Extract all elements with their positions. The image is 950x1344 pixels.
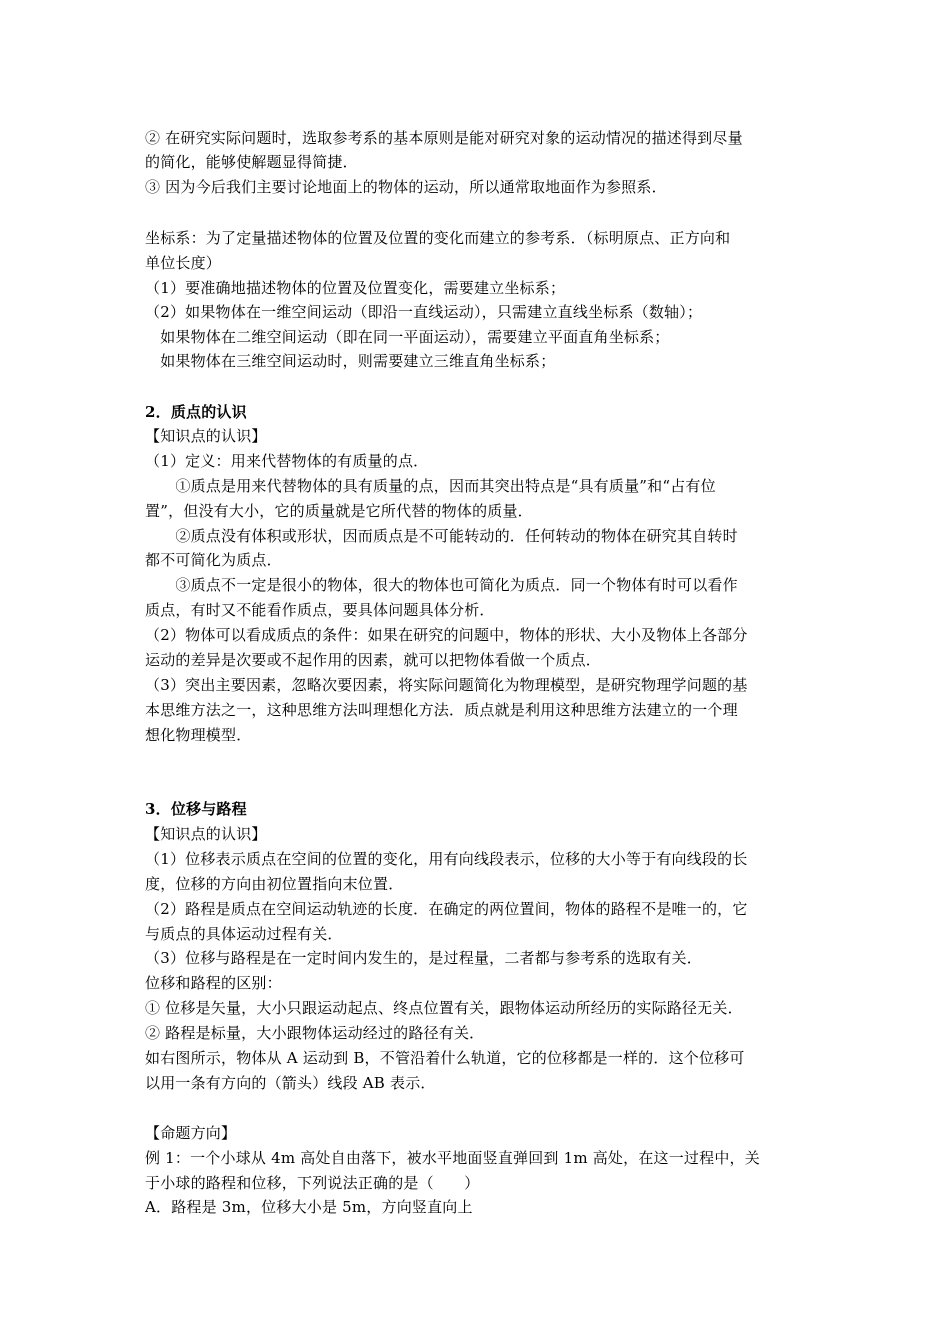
- text-line: 置”，但没有大小，它的质量就是它所代替的物体的质量．: [145, 502, 533, 520]
- text-line: ① 位移是矢量，大小只跟运动起点、终点位置有关，跟物体运动所经历的实际路径无关．: [145, 999, 743, 1017]
- text-line: ② 在研究实际问题时，选取参考系的基本原则是能对研究对象的运动情况的描述得到尽量: [145, 129, 743, 147]
- text-line: 如右图所示，物体从 A 运动到 B，不管沿着什么轨道，它的位移都是一样的．这个位移可: [145, 1049, 745, 1067]
- text-line: 都不可简化为质点．: [145, 551, 282, 569]
- section-heading: 2．质点的认识: [145, 403, 247, 421]
- text-line: 想化物理模型．: [145, 726, 252, 744]
- text-line: 与质点的具体运动过程有关．: [145, 925, 343, 943]
- text-line: 度，位移的方向由初位置指向末位置．: [145, 875, 404, 893]
- text-line: A．路程是 3m，位移大小是 5m，方向竖直向上: [145, 1198, 473, 1216]
- text-line: （1）定义：用来代替物体的有质量的点．: [145, 452, 429, 470]
- text-line: ②质点没有体积或形状，因而质点是不可能转动的．任何转动的物体在研究其自转时: [145, 527, 738, 545]
- text-line: 本思维方法之一，这种思维方法叫理想化方法．质点就是利用这种思维方法建立的一个理: [145, 701, 738, 719]
- text-line: 以用一条有方向的（箭头）线段 AB 表示．: [145, 1074, 436, 1092]
- text-line: 运动的差异是次要或不起作用的因素，就可以把物体看做一个质点．: [145, 651, 602, 669]
- text-line: ③ 因为今后我们主要讨论地面上的物体的运动，所以通常取地面作为参照系．: [145, 178, 667, 196]
- text-line: 例 1：一个小球从 4m 高处自由落下，被水平地面竖直弹回到 1m 高处，在这一过程中，关: [145, 1149, 760, 1167]
- text-line: 【知识点的认识】: [145, 825, 267, 843]
- text-line: （2）物体可以看成质点的条件：如果在研究的问题中，物体的形状、大小及物体上各部分: [145, 626, 748, 644]
- text-line: （1）要准确地描述物体的位置及位置变化，需要建立坐标系；: [145, 279, 566, 297]
- text-line: 的简化，能够使解题显得简捷．: [145, 153, 358, 171]
- text-line: 如果物体在三维空间运动时，则需要建立三维直角坐标系；: [145, 352, 556, 370]
- text-line: 于小球的路程和位移，下列说法正确的是（ ）: [145, 1174, 480, 1192]
- text-line: ①质点是用来代替物体的具有质量的点，因而其突出特点是“具有质量”和“占有位: [145, 477, 716, 495]
- text-line: ② 路程是标量，大小跟物体运动经过的路径有关．: [145, 1024, 485, 1042]
- text-line: （1）位移表示质点在空间的位置的变化，用有向线段表示，位移的大小等于有向线段的长: [145, 850, 748, 868]
- text-line: 坐标系：为了定量描述物体的位置及位置的变化而建立的参考系．（标明原点、正方向和: [145, 229, 731, 247]
- section-heading: 3．位移与路程: [145, 800, 247, 818]
- text-line: 位移和路程的区别：: [145, 974, 282, 992]
- text-line: （3）突出主要因素，忽略次要因素，将实际问题简化为物理模型，是研究物理学问题的基: [145, 676, 748, 694]
- text-line: （2）路程是质点在空间运动轨迹的长度．在确定的两位置间，物体的路程不是唯一的，它: [145, 900, 748, 918]
- text-line: （3）位移与路程是在一定时间内发生的，是过程量，二者都与参考系的选取有关．: [145, 949, 702, 967]
- text-line: 单位长度）: [145, 254, 222, 272]
- text-line: 【命题方向】: [145, 1124, 237, 1142]
- text-line: （2）如果物体在一维空间运动（即沿一直线运动），只需建立直线坐标系（数轴）；: [145, 303, 703, 321]
- text-line: 如果物体在二维空间运动（即在同一平面运动），需要建立平面直角坐标系；: [145, 328, 670, 346]
- text-line: 质点，有时又不能看作质点，要具体问题具体分析．: [145, 601, 495, 619]
- text-line: ③质点不一定是很小的物体，很大的物体也可简化为质点．同一个物体有时可以看作: [145, 576, 738, 594]
- text-line: 【知识点的认识】: [145, 427, 267, 445]
